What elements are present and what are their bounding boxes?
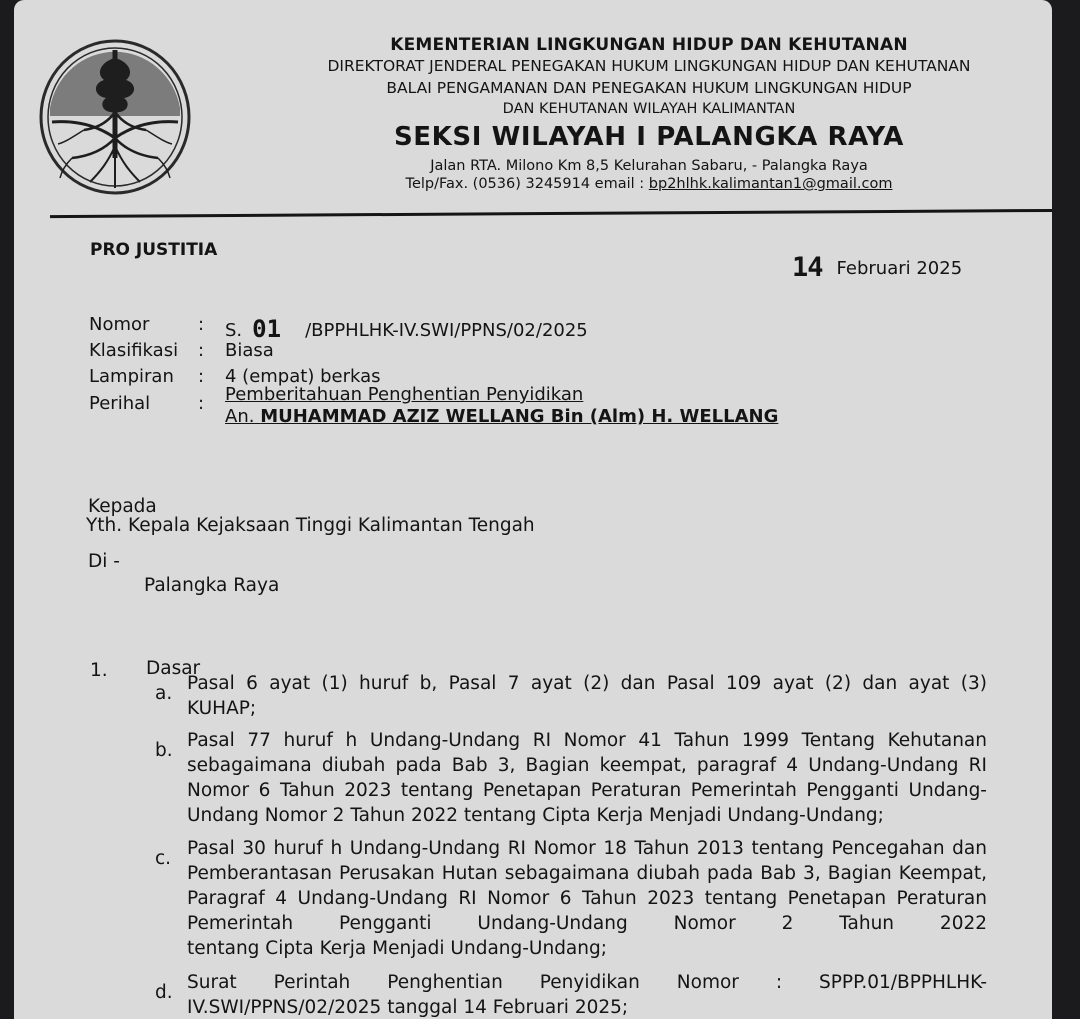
- pro-justitia-label: PRO JUSTITIA: [90, 240, 218, 260]
- ministry-tree-roots-logo: [38, 38, 192, 196]
- letter-date: [792, 250, 962, 281]
- lampiran-colon: :: [198, 366, 205, 387]
- an-prefix: An.: [225, 406, 255, 427]
- list-item: [187, 671, 987, 721]
- lampiran-value: 4 (empat) berkas: [225, 366, 381, 387]
- list-item-marker: d.: [155, 982, 173, 1003]
- list-item: [187, 970, 987, 1019]
- perihal-value: [225, 384, 583, 405]
- office-address: Jalan RTA. Milono Km 8,5 Kelurahan Sabaru, - Palangka Raya: [430, 158, 868, 174]
- date-day-handwritten: 14: [792, 252, 823, 283]
- list-item-text: Pasal 30 huruf h Undang-Undang RI Nomor 18 Tahun 2013 tentang Pencegahan dan Pemberantasan Perusakan Hutan sebagaimana diubah pada Bab 3, Bagian Keempat, Paragraf 4 Undang-Undang RI Nomor 6 Tahun 2023 tentang Penetapan Peraturan Pemerintah Pengganti Undang-Undang Nomor 2 Tahun 2022: [187, 838, 987, 934]
- section-title: Dasar: [146, 658, 201, 679]
- list-item-marker: c.: [155, 848, 172, 869]
- recipient-kepada: Kepada: [88, 496, 157, 517]
- letter-page: [14, 0, 1052, 1019]
- list-item-marker: b.: [155, 740, 173, 761]
- list-item: [187, 836, 987, 961]
- recipient-title: Yth. Kepala Kejaksaan Tinggi Kalimantan Tengah: [86, 515, 535, 536]
- recipient-di: Di -: [88, 551, 120, 572]
- perihal-colon: :: [198, 393, 205, 414]
- klasifikasi-colon: :: [198, 340, 205, 361]
- klasifikasi-label: Klasifikasi: [89, 340, 179, 361]
- recipient-city: Palangka Raya: [144, 575, 280, 596]
- email-link[interactable]: bp2hlhk.kalimantan1@gmail.com: [648, 176, 893, 192]
- lampiran-label: Lampiran: [89, 366, 174, 387]
- ministry-name: KEMENTERIAN LINGKUNGAN HIDUP DAN KEHUTANAN: [390, 35, 908, 55]
- office-contact: [269, 176, 1029, 192]
- letterhead-divider: [50, 209, 1052, 218]
- contact-prefix: Telp/Fax. (0536) 3245914 email :: [405, 176, 649, 192]
- list-item-text-end: KUHAP;: [187, 698, 257, 719]
- list-item-marker: a.: [155, 683, 173, 704]
- list-item-text: Pasal 77 huruf h Undang-Undang RI Nomor 41 Tahun 1999 Tentang Kehutanan sebagaimana diubah pada Bab 3, Bagian keempat, paragraf 4 Undang-Undang RI Nomor 6 Tahun 2023 tentang Penetapan Peraturan Pemerintah Pengganti Undang-: [187, 730, 987, 801]
- perihal-an: [225, 406, 778, 427]
- list-item-text-end: tentang Cipta Kerja Menjadi Undang-Undang;: [187, 938, 607, 959]
- list-item-text-end: Undang Nomor 2 Tahun 2022 tentang Cipta Kerja Menjadi Undang-Undang;: [187, 805, 884, 826]
- nomor-colon: :: [198, 314, 205, 335]
- an-name: MUHAMMAD AZIZ WELLANG Bin (Alm) H. WELLANG: [260, 406, 779, 427]
- perihal-label: Perihal: [89, 393, 151, 414]
- perihal-subject: Pemberitahuan Penghentian Penyidikan: [225, 384, 584, 405]
- office-name-line2: DAN KEHUTANAN WILAYAH KALIMANTAN: [502, 101, 796, 117]
- directorate-name: DIREKTORAT JENDERAL PENEGAKAN HUKUM LINGKUNGAN HIDUP DAN KEHUTANAN: [327, 57, 971, 75]
- klasifikasi-value: Biasa: [225, 340, 274, 361]
- list-item-text: Surat Perintah Penghentian Penyidikan Nomor : SPPP.01/BPPHLHK-: [187, 972, 987, 993]
- date-month-year: Februari 2025: [836, 258, 963, 279]
- nomor-handwritten: 01: [252, 315, 282, 343]
- section-name: SEKSI WILAYAH I PALANGKA RAYA: [393, 122, 905, 152]
- list-item-text-end: IV.SWI/PPNS/02/2025 tanggal 14 Februari 2025;: [187, 997, 629, 1018]
- section-number: 1.: [90, 660, 108, 681]
- nomor-prefix: S.: [225, 320, 243, 341]
- nomor-value: [225, 314, 588, 342]
- list-item-text: Pasal 6 ayat (1) huruf b, Pasal 7 ayat (2) dan Pasal 109 ayat (2) dan ayat (3): [187, 673, 987, 694]
- nomor-label: Nomor: [89, 314, 150, 335]
- list-item: [187, 728, 987, 828]
- office-name-line1: BALAI PENGAMANAN DAN PENEGAKAN HUKUM LINGKUNGAN HIDUP: [386, 79, 912, 97]
- nomor-suffix: /BPPHLHK-IV.SWI/PPNS/02/2025: [305, 320, 588, 341]
